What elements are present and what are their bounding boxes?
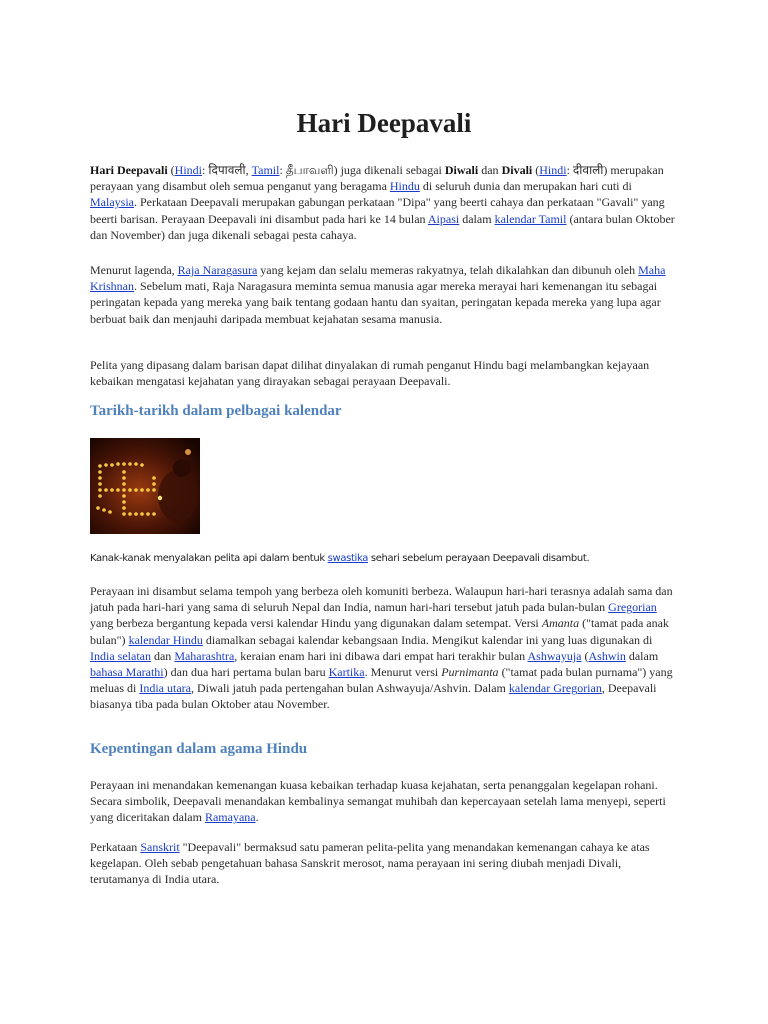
text-run: "Deepavali" bermaksud satu pameran pelita-pelita yang menandakan kemenangan cahaya ke atas kegelapan. Oleh sebab pengetahuan bahasa Sanskrit merosot, nama perayaan ini sering diubah menjadi Divali, terutamanya di India utara. [90,840,650,887]
text-run: . Perkataan Deepavali merupakan gabungan perkataan "Dipa" yang beerti cahaya dan perkataan "Gavali" yang beerti barisan. Perayaan Deepavali ini disambut pada hari ke 14 bulan [90,195,665,226]
section-heading-calendar: Tarikh-tarikh dalam pelbagai kalendar [90,403,342,419]
text-run: (antara bulan Oktober dan November) dan juga dikenali sebagai pesta cahaya. [90,211,675,242]
text-run: Kanak-kanak menyalakan pelita api dalam bentuk [90,553,328,564]
intro-paragraph [90,162,680,243]
lamps-paragraph [90,357,680,389]
link-gregorian[interactable]: Gregorian [608,600,657,615]
text-run: di seluruh dunia dan merupakan hari cuti di [419,179,632,194]
bold-term: Divali [501,163,533,177]
lamps-photo-illustration [90,438,200,534]
page-title: Hari Deepavali [296,108,472,138]
bold-term: Hari Deepavali [90,163,168,177]
link-hindi[interactable]: Hindi [174,163,202,177]
bold-term: Diwali [444,163,479,177]
text-run: : दिपावली, [202,163,252,177]
link-kartika[interactable]: Kartika [328,665,365,680]
calendar-paragraph [90,583,680,713]
text-run: ("tamat pada anak bulan") [90,616,669,647]
link-swastika[interactable]: swastika [327,553,369,564]
text-run: Pelita yang dipasang dalam barisan dapat dilihat dinyalakan di rumah penganut Hindu bagi melambangkan kejayaan kebaikan mengatasi kejahatan yang dirayakan sebagai perayaan Deepavali. [90,358,650,389]
text-run: ("tamat pada bulan purnama") yang meluas di [90,665,673,696]
text-run: , Deepavali biasanya tiba pada bulan Oktober atau November. [90,681,657,712]
link-ramayana[interactable]: Ramayana [204,810,256,825]
link-ashwayuja[interactable]: Ashwayuja [527,648,582,663]
text-run: , keraian enam hari ini dibawa dari empat hari terakhir bulan [234,648,528,663]
link-kalendar-tamil[interactable]: kalendar Tamil [494,211,567,226]
link-india-utara[interactable]: India utara [139,681,191,696]
text-run: Perkataan [90,840,141,854]
link-hindu[interactable]: Hindu [389,179,420,194]
link-ashwin[interactable]: Ashwin [588,648,626,663]
link-malaysia[interactable]: Malaysia [90,195,134,210]
text-run: : दीवाली) merupakan perayaan yang disambut oleh semua penganut yang beragama [90,163,664,194]
link-hindi[interactable]: Hindi [539,163,567,177]
link-raja-naragasura[interactable]: Raja Naragasura [177,263,258,277]
significance-paragraph [90,777,680,826]
link-maharashtra[interactable]: Maharashtra [174,648,235,663]
link-india-selatan[interactable]: India selatan [90,648,151,663]
sanskrit-paragraph [90,839,680,888]
text-run: : தீபாவளி) juga dikenali sebagai [279,163,445,177]
link-tamil[interactable]: Tamil [251,163,280,177]
link-bahasa-marathi[interactable]: bahasa Marathi [90,665,164,680]
text-run: . [255,810,259,825]
text-run: ( [532,163,540,177]
text-run: ( [581,648,589,663]
text-run: . Sebelum mati, Raja Naragasura meminta semua manusia agar mereka merayai hari kemenangan itu sebagai peringatan kepada yang mereka yang baik tentang godaan hantu dan syaitan, peringatan kepada mereka yang lupa agar berbuat baik dan menjauhi daripada membuat kejahatan sesama manusia. [90,279,661,326]
text-run: ) dan dua hari pertama bulan baru [163,665,329,680]
link-kalendar-gregorian[interactable]: kalendar Gregorian [508,681,602,696]
text-run: dan [150,648,175,663]
text-run: Menurut lagenda, [90,263,178,277]
diwali-lamps-image [90,438,200,534]
text-run: ( [167,163,175,177]
section-heading-significance: Kepentingan dalam agama Hindu [90,741,308,757]
text-run: yang berbeza bergantung kepada versi kalendar Hindu yang digunakan dalam setempat. Versi [90,616,542,631]
text-run: . Menurut versi [364,665,442,680]
text-run: diamalkan sebagai kalendar kebangsaan India. Mengikut kalendar ini yang luas digunakan di [202,632,653,647]
text-run: dalam [625,648,659,663]
legend-paragraph [90,262,680,327]
link-sanskrit[interactable]: Sanskrit [140,840,180,854]
link-aipasi[interactable]: Aipasi [427,211,460,226]
italic-term: Amanta [541,616,580,631]
text-run: sehari sebelum perayaan Deepavali disambut. [368,553,590,564]
text-run: yang kejam dan selalu memeras rakyatnya, telah dikalahkan dan dibunuh oleh [257,263,639,277]
image-caption [90,553,690,564]
link-kalendar-hindu[interactable]: kalendar Hindu [128,632,203,647]
text-run: dalam [459,211,495,226]
text-run: , Diwali jatuh pada pertengahan bulan Ashwayuja/Ashvin. Dalam [190,681,509,696]
text-run: Perayaan ini menandakan kemenangan kuasa kebaikan terhadap kuasa kejahatan, serta penanggalan kegelapan rohani. Secara simbolik, Deepavali menandakan kembalinya semangat muhibah dan kepercayaan setelah lama menyepi, seperti yang diceritakan dalam [90,778,666,825]
text-run: Perayaan ini disambut selama tempoh yang berbeza oleh komuniti berbeza. Walaupun hari-hari terasnya adalah sama dan jatuh pada hari-hari yang sama di seluruh Nepal dan India, namun hari-hari tersebut jatuh pada bulan-bulan [90,584,673,615]
link-maha-krishnan[interactable]: Maha Krishnan [90,263,666,294]
text-run: dan [478,163,502,177]
italic-term: Purnimanta [441,665,499,680]
